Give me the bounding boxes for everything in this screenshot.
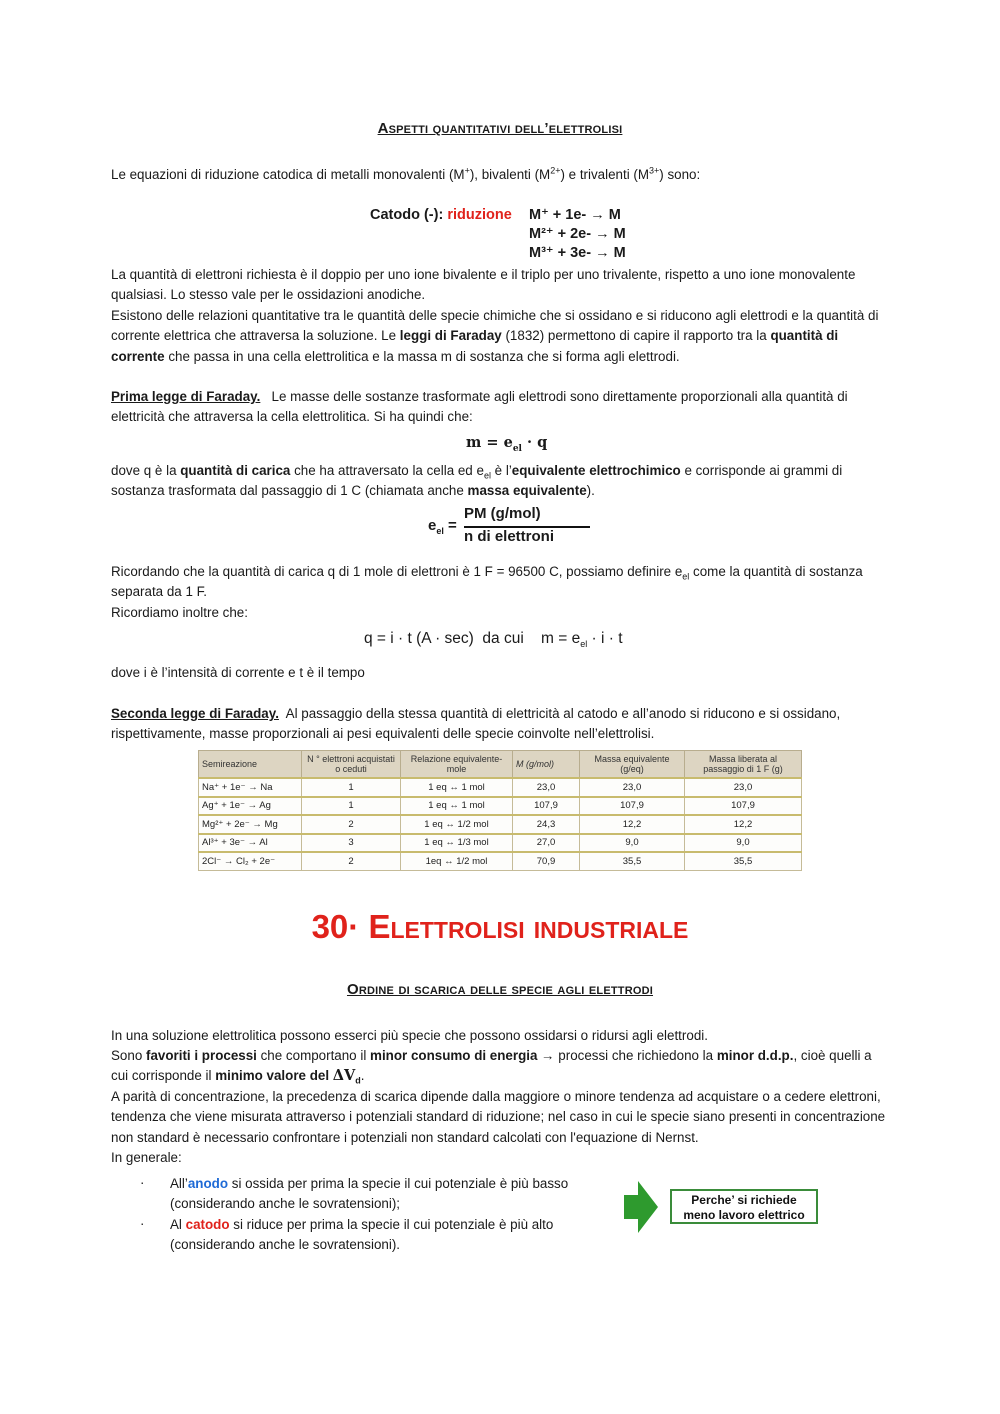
table-cell: 1eq ↔ 1/2 mol xyxy=(401,852,513,870)
table-cell: 23,0 xyxy=(513,778,580,797)
recall-paragraph: Ricordiamo inoltre che: xyxy=(111,605,248,620)
table-row xyxy=(199,778,802,797)
section-title-quantitative: Aspetti quantitativi dell’elettrolisi xyxy=(377,120,623,137)
faraday-constant-paragraph: Ricordando che la quantità di carica q di 1 mole di elettroni è 1 F = 96500 C, possiamo definire $e_{el}$ come la quantità di sostanza separata da 1 F. xyxy=(111,564,863,600)
second-law-paragraph: Seconda legge di Faraday. Al passaggio della stessa quantità di elettricità al catodo e all’anodo si riducono e si ossidano, rispettivamente, masse proporzionali ai pesi equivalenti delle specie coinvolte nell’elettrolisi. xyxy=(111,706,844,742)
table-row xyxy=(199,852,802,870)
chapter-number: 30· xyxy=(311,908,360,945)
table-cell: 9,0 xyxy=(580,834,685,853)
table-header: Massa liberata al passaggio di 1 F (g) xyxy=(685,751,802,779)
faraday-intro-paragraph: Esistono delle relazioni quantitative tra le quantità delle specie chimiche che si ossidano e si riducono agli elettrodi e la quantità di corrente elettrica che attraversa la soluzione. Le leggi di Faraday (1832) permettono di capire il rapporto tra la quantità di corrente che passa in una cella elettrolitica e la massa m di sostanza che si forma agli elettrodi. xyxy=(111,308,879,364)
in-general-paragraph: In generale: xyxy=(111,1150,182,1165)
table-header: Massa equivalente (g/eq) xyxy=(580,751,685,779)
table-cell: 1 xyxy=(302,778,401,797)
table-cell: Ag⁺ + 1e⁻ → Ag xyxy=(199,797,302,816)
reduction-label: riduzione xyxy=(447,207,512,223)
table-cell: 107,9 xyxy=(580,797,685,816)
table-cell: 3 xyxy=(302,834,401,853)
table-header: M (g/mol) xyxy=(513,751,580,779)
cathode-word: catodo xyxy=(185,1217,230,1232)
species-paragraph: In una soluzione elettrolitica possono esserci più specie che possono ossidarsi o ridursi agli elettrodi. xyxy=(111,1028,708,1043)
note-line: Perche’ si richiede xyxy=(691,1193,797,1207)
fraction-lhs: $e_{el}$ = xyxy=(428,517,457,536)
table-cell: 2 xyxy=(302,815,401,834)
table-cell: 23,0 xyxy=(685,778,802,797)
table-row xyxy=(199,834,802,853)
table-cell: 2 xyxy=(302,852,401,870)
note-line: meno lavoro elettrico xyxy=(683,1208,805,1222)
table-cell: 1 eq ↔ 1 mol xyxy=(401,778,513,797)
table-cell: 27,0 xyxy=(513,834,580,853)
table-row xyxy=(199,815,802,834)
first-law-title: Prima legge di Faraday. xyxy=(111,389,261,404)
first-law-formula: $m = e_{el} \cdot q$ xyxy=(466,434,548,454)
cathode-label: Catodo (-): riduzione xyxy=(370,207,512,223)
intro-paragraph: Le equazioni di riduzione catodica di metalli monovalenti (M+), bivalenti $(M^{2+})$ e trivalenti $(M^{3+})$ sono: xyxy=(111,165,701,182)
cathode-bullet: Al catodo si riduce per prima la specie il cui potenziale è più alto (considerando anche le sovratensioni). xyxy=(170,1217,554,1253)
table-cell: 2Cl⁻ → Cl₂ + 2e⁻ xyxy=(199,852,302,870)
table-header: Relazione equivalente-mole xyxy=(401,751,513,779)
green-arrow-icon xyxy=(624,1181,658,1233)
table-cell: 1 xyxy=(302,797,401,816)
table-header-row xyxy=(199,751,802,779)
table-cell: 107,9 xyxy=(513,797,580,816)
chapter-title: Elettrolisi industriale xyxy=(359,908,689,945)
cathode-equation-1: M⁺ + 1e- → M xyxy=(529,207,621,223)
favored-processes-paragraph: Sono favoriti i processi che comportano il minor consumo di energia → processi che richiedono la minor d.d.p., cioè quelli a cui corrisponde il minimo valore del $\Delta V_d$. xyxy=(111,1048,872,1087)
table-row xyxy=(199,797,802,816)
table-cell: 23,0 xyxy=(580,778,685,797)
table-cell: 1 eq ↔ 1/2 mol xyxy=(401,815,513,834)
second-law-title: Seconda legge di Faraday. xyxy=(111,706,279,721)
table-cell: Al³⁺ + 3e⁻ → Al xyxy=(199,834,302,853)
charge-formula: q = i · t (A · sec) da cui $m = e_{el} \cdot i \cdot t$ xyxy=(364,630,623,650)
faraday-table xyxy=(198,750,802,871)
table-cell: 1 eq ↔ 1 mol xyxy=(401,797,513,816)
table-header: Semireazione xyxy=(199,751,302,779)
table-cell: Na⁺ + 1e⁻ → Na xyxy=(199,778,302,797)
section-title-discharge-order: Ordine di scarica delle specie agli elettrodi xyxy=(346,981,654,998)
bullet-marker: · xyxy=(140,1175,145,1190)
table-cell: 35,5 xyxy=(580,852,685,870)
table-cell: Mg²⁺ + 2e⁻ → Mg xyxy=(199,815,302,834)
chapter-heading xyxy=(0,908,1000,946)
anode-label: anodo xyxy=(187,1176,229,1191)
concentration-paragraph: A parità di concentrazione, la precedenza di scarica dipende dalla maggiore o minore tendenza ad acquistare o a cedere elettroni, tendenza che viene misurata attraverso i potenziali standard di riduzione; nel caso in cui le specie siano presenti in concentrazione non standard è necessario confrontare i potenziali non standard calcolati con l'equazione di Nernst. xyxy=(111,1089,886,1145)
current-time-paragraph: dove i è l’intensità di corrente e t è il tempo xyxy=(111,665,365,680)
cathode-equation-2: M²⁺ + 2e- → M xyxy=(529,226,626,242)
fraction-numerator: PM (g/mol) xyxy=(464,505,541,522)
table-cell: 35,5 xyxy=(685,852,802,870)
electron-quantity-paragraph: La quantità di elettroni richiesta è il doppio per uno ione bivalente e il triplo per uno trivalente, rispetto a uno ione monovalente qualsiasi. Lo stesso vale per le ossidazioni anodiche. xyxy=(111,267,856,303)
table-header: N ° elettroni acquistati o ceduti xyxy=(302,751,401,779)
bullet-marker: · xyxy=(140,1216,145,1231)
charge-definition-paragraph: dove q è la quantità di carica che ha attraversato la cella ed $e_{el}$ è l’equivalente elettrochimico e corrisponde ai grammi di sostanza trasformata dal passaggio di 1 C (chiamata anche massa equivalente). xyxy=(111,463,843,499)
table-cell: 107,9 xyxy=(685,797,802,816)
anode-bullet: All’anodo si ossida per prima la specie il cui potenziale è più basso (considerando anche le sovratensioni); xyxy=(170,1176,569,1212)
table-cell: 70,9 xyxy=(513,852,580,870)
table-cell: 9,0 xyxy=(685,834,802,853)
table-cell: 24,3 xyxy=(513,815,580,834)
table-cell: 12,2 xyxy=(685,815,802,834)
table-cell: 12,2 xyxy=(580,815,685,834)
first-law-paragraph: Prima legge di Faraday. Le masse delle sostanze trasformate agli elettrodi sono direttamente proporzionali alla quantità di elettricità che attraversa la cella elettrolitica. Si ha quindi che: xyxy=(111,389,852,425)
cathode-equation-3: M³⁺ + 3e- → M xyxy=(529,245,626,261)
table-cell: 1 eq ↔ 1/3 mol xyxy=(401,834,513,853)
fraction-denominator: n di elettroni xyxy=(464,528,554,545)
note-box xyxy=(670,1189,818,1224)
